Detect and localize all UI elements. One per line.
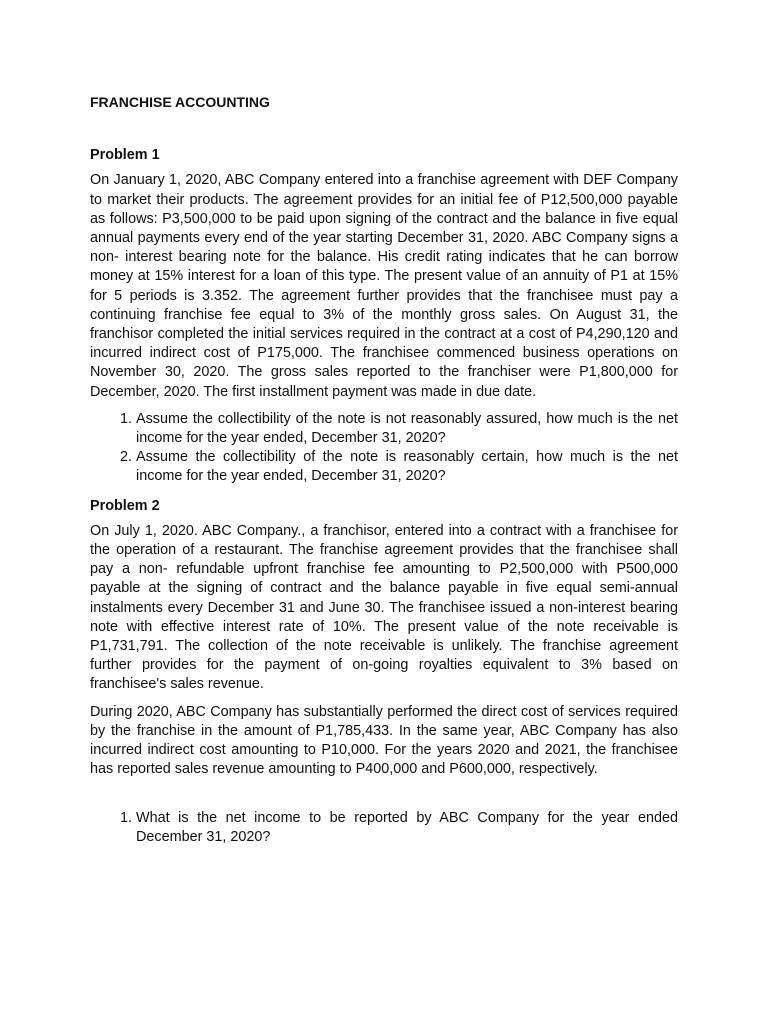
problem-2-question-1: 1. What is the net income to be reported by ABC Company for the year ended December 31, 2020? xyxy=(136,809,678,847)
problem-2-paragraph-2: During 2020, ABC Company has substantially performed the direct cost of services required by the franchise in the amount of P1,785,433. In the same year, ABC Company has also incurred indirect cost amounting to P10,000. For the years 2020 and 2021, the franchisee has reported sales revenue amounting to P400,000 and P600,000, respectively. xyxy=(90,703,678,778)
document-title: FRANCHISE ACCOUNTING xyxy=(90,94,270,110)
problem-2-questions xyxy=(90,809,678,847)
document-body xyxy=(90,93,678,855)
spacer xyxy=(90,788,678,809)
problem-1-question-1: 1. Assume the collectibility of the note is not reasonably assured, how much is the net income for the year ended, December 31, 2020? xyxy=(136,410,678,448)
problem-1-questions xyxy=(90,410,678,487)
problem-2-paragraph-1: On July 1, 2020. ABC Company., a franchisor, entered into a contract with a franchisee for the operation of a restaurant. The franchise agreement provides that the franchisee shall pay a non- refundable upfront franchise fee amounting to P2,500,000 with P500,000 payable at the signing of contract and the balance payable in five equal semi-annual instalments every December 31 and June 30. The franchisee issued a non-interest bearing note with effective interest rate of 10%. The present value of the note receivable is P1,731,791. The collection of the note receivable is unlikely. The franchise agreement further provides for the payment of on-going royalties equivalent to 3% based on franchisee's sales revenue. xyxy=(90,522,678,693)
problem-1-heading: Problem 1 xyxy=(90,147,160,164)
problem-2-heading: Problem 2 xyxy=(90,497,160,514)
problem-1-paragraph: On January 1, 2020, ABC Company entered into a franchise agreement with DEF Company to market their products. The agreement provides for an initial fee of P12,500,000 payable as follows: P3,500,000 to be paid upon signing of the contract and the balance in five equal annual payments every end of the year starting December 31, 2020. ABC Company signs a non- interest bearing note for the balance. His credit rating indicates that he can borrow money at 15% interest for a loan of this type. The present value of an annuity of P1 at 15% for 5 periods is 3.352. The agreement further provides that the franchisee must pay a continuing franchise fee equal to 3% of the monthly gross sales. On August 31, the franchisor completed the initial services required in the contract at a cost of P4,290,120 and incurred indirect cost of P175,000. The franchisee commenced business operations on November 30, 2020. The gross sales reported to the franchiser were P1,800,000 for December, 2020. The first installment payment was made in due date. xyxy=(90,172,678,400)
problem-1-question-2: 2. Assume the collectibility of the note is reasonably certain, how much is the net income for the year ended, December 31, 2020? xyxy=(136,448,678,486)
